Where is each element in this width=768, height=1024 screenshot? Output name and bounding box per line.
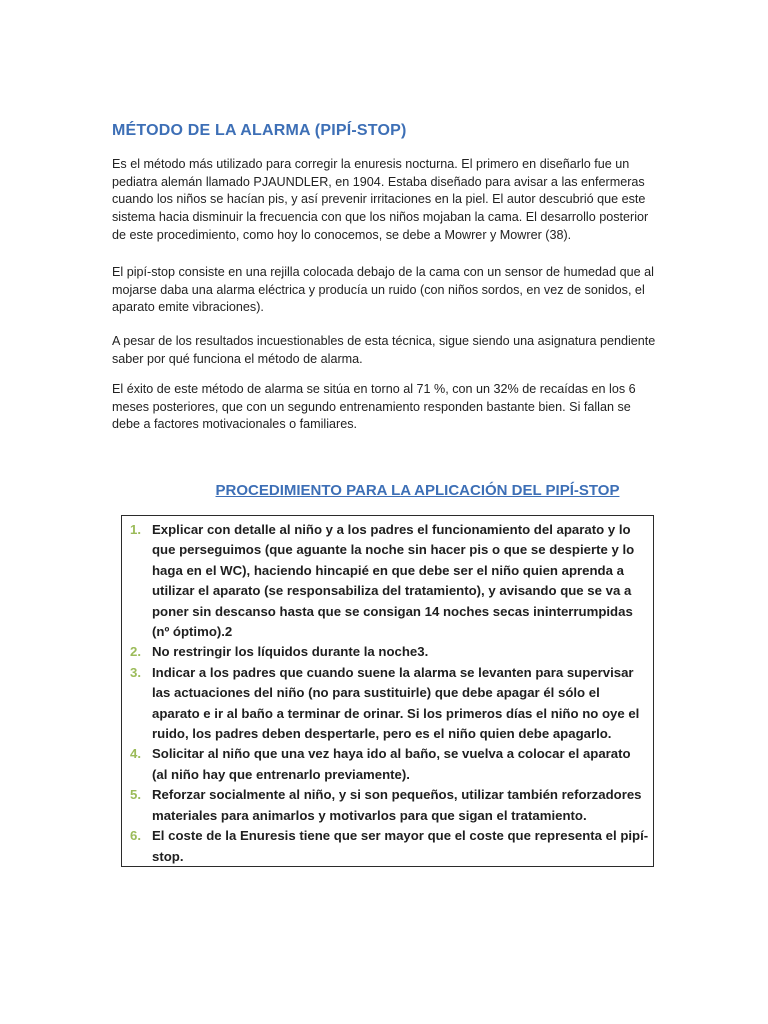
list-item-number: 1. [130, 522, 141, 537]
list-item-text: El coste de la Enuresis tiene que ser mayor que el coste que representa el pipí-stop. [152, 828, 649, 864]
list-item-text: Solicitar al niño que una vez haya ido al baño, se vuelva a colocar el aparato (al niño hay que entrenarlo previamente). [152, 746, 631, 782]
procedure-list [122, 516, 653, 867]
paragraph-history: Es el método más utilizado para corregir la enuresis nocturna. El primero en diseñarlo fue un pediatra alemán llamado PJAUNDLER, en 1904. Estaba diseñado para avisar a las enfermeras cuando los niños se hacían pis, y así prevenir irritaciones en la piel. El autor descubrió que este sistema hacia disminuir la frecuencia con que los niños mojaban la cama. El desarrollo posterior de este procedimiento, como hoy lo conocemos, se debe a Mowrer y Mowrer (38). [112, 157, 649, 242]
list-item-text: No restringir los líquidos durante la noche3. [152, 644, 429, 660]
section-heading-procedure: PROCEDIMIENTO PARA LA APLICACIÓN DEL PIPÍ-STOP [215, 482, 620, 499]
list-item [130, 785, 649, 826]
list-item [130, 826, 649, 867]
procedure-box [121, 515, 654, 867]
list-item [130, 520, 649, 642]
list-item-number: 3. [130, 664, 141, 680]
paragraph-success-rate: El éxito de este método de alarma se sitúa en torno al 71 %, con un 32% de recaídas en los 6 meses posteriores, que con un segundo entrenamiento responden bastante bien. Si fallan se debe a factores motivacionales o familiares. [112, 382, 636, 432]
paragraph-device: El pipí-stop consiste en una rejilla colocada debajo de la cama con un sensor de humedad que al mojarse daba una alarma eléctrica y producía un ruido (con niños sordos, en vez de sonidos, el aparato emite vibraciones). [112, 265, 654, 315]
list-item [130, 663, 649, 745]
paragraph-results: A pesar de los resultados incuestionables de esta técnica, sigue siendo una asignatura pendiente saber por qué funciona el método de alarma. [112, 334, 656, 366]
list-item-number: 6. [130, 828, 141, 844]
list-item-number: 2. [130, 644, 141, 660]
list-item-text: Indicar a los padres que cuando suene la alarma se levanten para supervisar las actuaciones del niño (no para sustituirle) que debe apagar él sólo el aparato e ir al baño a terminar de orinar. Si los primeros días el niño no oye el ruido, los padres deben despertarle, pero es el niño quien debe apagarlo. [152, 664, 640, 742]
list-item-text: Explicar con detalle al niño y a los padres el funcionamiento del aparato y lo que perseguimos (que aguante la noche sin hacer pis o que se despierte y lo haga en el WC), haciendo hincapié en que debe ser el niño quien aprenda a utilizar el aparato (se responsabiliza del tratamiento), y avisando que se va a poner sin descanso hasta que se consigan 14 noches secas ininterrumpidas (nº óptimo).2 [152, 522, 635, 640]
list-item-number: 4. [130, 746, 141, 762]
section-heading-alarm-method: MÉTODO DE LA ALARMA (PIPÍ-STOP) [112, 122, 407, 139]
list-item-text: Reforzar socialmente al niño, y si son pequeños, utilizar también reforzadores materiales para animarlos y motivarlos para que sigan el tratamiento. [152, 787, 642, 823]
list-item [130, 642, 649, 662]
list-item-number: 5. [130, 787, 141, 803]
list-item [130, 744, 649, 785]
